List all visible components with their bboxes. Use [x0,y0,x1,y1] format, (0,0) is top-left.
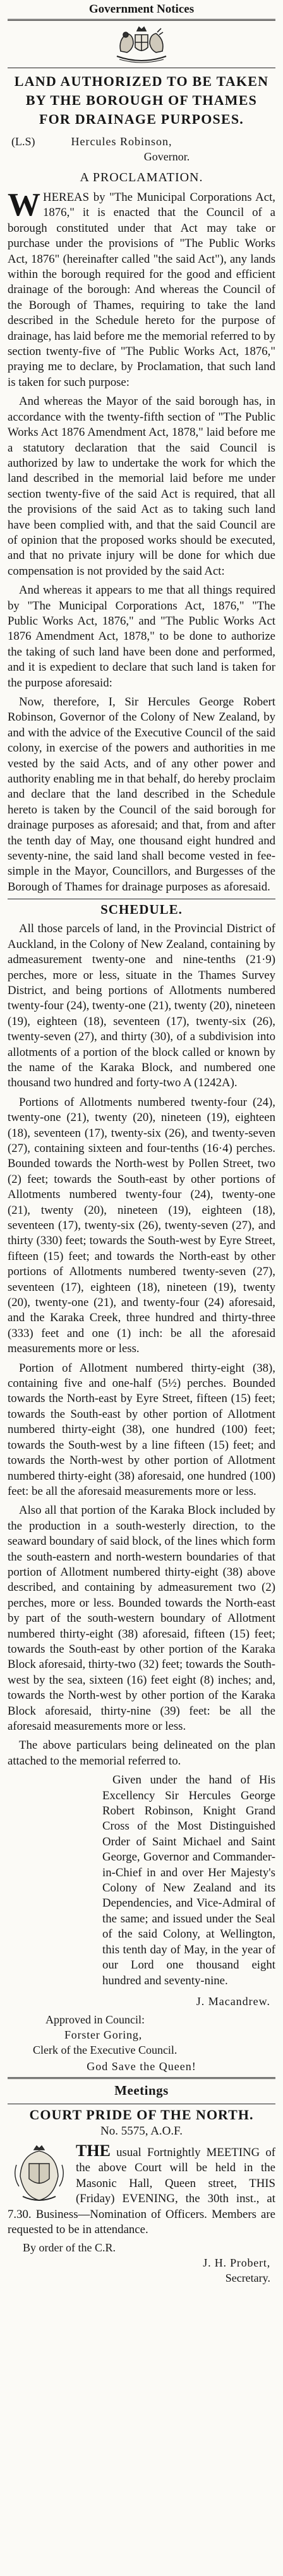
proclamation-heading: A PROCLAMATION. [80,171,203,184]
schedule-paragraph: Portion of Allotment numbered thirty-eight (38), containing five and one-half (5½) perches. Bounded towards the North-east by Eyre Street, fifteen (15) feet; towards the South-east by other portion of Allotment numbered thirty-eight (38), one hundred (100) feet; towards the South-west by a line fifteen (15) feet; and towards the North-west by other portion of Allotment numbered thirty-eight (38) aforesaid, one hundred (100) feet: be all the aforesaid measurements more or less. [8,1361,275,1498]
schedule-paragraph: Also all that portion of the Karaka Block included by the production in a south-westerly direction, to the seaward boundary of said block, of the lines which form the south-eastern and north-western boundaries of that portion of Allotment numbered thirty-eight (38) above described, and containing by admeasurement two (2) perches, more or less. Bounded towards the North-east by part of the south-western boundary of Allotment numbered thirty-eight (38) aforesaid, fifteen (15) feet; towards the South-east by other portion of the Karaka Block aforesaid, thirty-two (32) feet; towards the South-west by the sea, sixteen (16) feet eight (8) inches; and, towards the North-west by other portion of the Karaka Block aforesaid, thirty-nine (39) feet: be all the aforesaid measurements more or less. [8,1504,275,1733]
seal-line [11,134,275,149]
schedule-paragraph: Portions of Allotments numbered twenty-four (24), twenty-one (21), twenty (20), nineteen (19), eighteen (18), seventeen (17), twenty-six (26), and twenty-seven (27), containing sixteen and four-tenths (16·4) perches. Bounded towards the North-west by Pollen Street, two (2) feet; towards the South-east by other portions of Allotments numbered twenty-four (24), twenty-one (21), twenty (20), nineteen (19), eighteen (18), seventeen (17), twenty-six (26), twenty-seven (27), and thirty (330) feet; towards the South-west by Eyre Street, fifteen (15) feet; and towards the North-east by other portions of Allotments numbered twenty-seven (27), seventeen (17), eighteen (18), nineteen (19), twenty (20), twenty-one (21), and twenty-four (24) aforesaid, and the Karaka Creek, three hundred and thirty-three (333) feet and one (1) inch: be all the aforesaid measurements more or less. [8,1095,275,1356]
secretary-title: Secretary. [225,2272,270,2285]
given-under-hand-text: Given under the hand of His Excellency Sir Hercules George Robert Robinson, Knight Grand Cross of the Most Distinguished Order of Saint Michael and Saint George, Governor and Commander-in-Chief in and over Her Majesty's Colony of New Zealand and its Dependencies, and Vice-Admiral of the same; and issued under the Seal of the said Colony, at Wellington, this tenth day of May, in the year of our Lord one thousand eight hundred and seventy-nine. [102,1773,275,1987]
proclamation-paragraph: And whereas it appears to me that all things required by "The Municipal Corporations Act, 1876," "The Public Works Act, 1876," and "The Public Works Act 1876 Amendment Act, 1878," to be done to authorize the taking of such land have been done and performed, and it is expedient to declare that such land is taken for the purpose aforesaid: [8,584,275,690]
notice-title: LAND AUTHORIZED TO BE TAKEN BY THE BOROUGH OF THAMES FOR DRAINAGE PURPOSES. [14,73,269,127]
signature: J. Macandrew. [196,1994,270,2008]
seal-mark: (L.S) [11,135,35,148]
section-heading-meetings: Meetings [114,2082,169,2098]
heading-rule [8,19,275,21]
proclamation-paragraph: And whereas the Mayor of the said borough has, in accordance with the twenty-fifth section of "The Public Works Act 1876 Amendment Act, 1878," laid before me a statutory declaration that the said Council is authorized by law to undertake the work for which the land described in the memorial laid before me under section twenty-five of the said Act is required, that all the provisions of the said Act as to taking such land have been complied with, and that the said Council are of opinion that the proposed works should be executed, and that no private injury will be done for which due compensation is not provided by the said Act: [8,395,275,578]
section-heading-government-notices: Government Notices [88,3,195,16]
proclamation-paragraph: Now, therefore, I, Sir Hercules George Robert Robinson, Governor of the Colony of New Zealand, by and with the advice of the Executive Council of the said colony, in exercise of the powers and authorities in me vested by the said Acts, and of any other power and authority enabling me in that behalf, do hereby proclaim and declare that the land described in the Schedule hereto is taken by the Council of the said borough for drainage purposes as aforesaid; and that, from and after the tenth day of May, one thousand eight hundred and seventy-nine, the said land shall become vested in fee-simple in the Mayor, Councillors, and Burgesses of the Borough of Thames for drainage purposes as aforesaid. [8,695,276,894]
governor-name: Hercules Robinson, [71,135,172,148]
approved-in-council: Approved in Council: [45,2013,145,2026]
drop-cap: W [8,187,40,223]
clerk-title: Clerk of the Executive Council. [33,2043,178,2056]
schedule-heading: SCHEDULE. [100,902,183,918]
proclamation-paragraph [8,187,275,390]
notice-the: THE [76,2143,111,2160]
royal-coat-of-arms-icon [107,23,176,64]
meeting-notice [8,2143,275,2238]
by-order-line: By order of the C.R. [23,2241,116,2255]
secretary-name-text: J. H. Probert, [203,2256,270,2270]
schedule-paragraph: The above particulars being delineated on the plan attached to the memorial referred to. [8,1739,275,1768]
god-save-the-queen: God Save the Queen! [87,2059,196,2073]
schedule-paragraph: All those parcels of land, in the Provincial District of Auckland, in the Colony of New Zealand, containing by admeasurement twenty-one and nine-tenths (21·9) perches, more or less, situate in the Thames Survey District, and being portions of Allotments numbered twenty-four (24), twenty-one (21), twenty (20), nineteen (19), eighteen (18), seventeen (17), twenty-six (26), twenty-seven (27), and thirty (30), of a subdivision into allotments of a portion of the block called or known by the name of the Karaka Block, and numbered one thousand two hundred and forty-two A (1242A). [8,922,276,1090]
court-title: COURT PRIDE OF THE NORTH. [29,2106,254,2123]
clerk-name: Forster Goring, [64,2028,142,2041]
section-rule [8,2077,275,2079]
court-number: No. 5575, A.O.F. [100,2124,183,2138]
governor-title: Governor. [143,150,190,163]
notice-body: usual Fortnightly MEETING of the above Court will be held in the Masonic Hall, Queen street, THIS (Friday) EVENING, the 30th inst., at 7.30. Business—Nomination of Officers. Members are requested to be in attendance. [8,2145,275,2236]
paragraph-text: HEREAS by "The Municipal Corporations Act, 1876," it is enacted that the Council of a borough constituted under that Act may take or purchase under the provisions of "The Public Works Act, 1876" (hereinafter called "the said Act"), any lands within the borough required for the good and efficient drainage of the borough: And whereas the Council of the Borough of Thames, requiring to take the land described in the Schedule hereto for the purpose of drainage, has laid before me the memorial referred to by section twenty-five of "The Public Works Act, 1876," praying me to declare, by Proclamation, that such land is taken for such purpose: [8,191,275,389]
secretary-name [8,2255,270,2270]
foresters-emblem-icon [8,2145,71,2205]
